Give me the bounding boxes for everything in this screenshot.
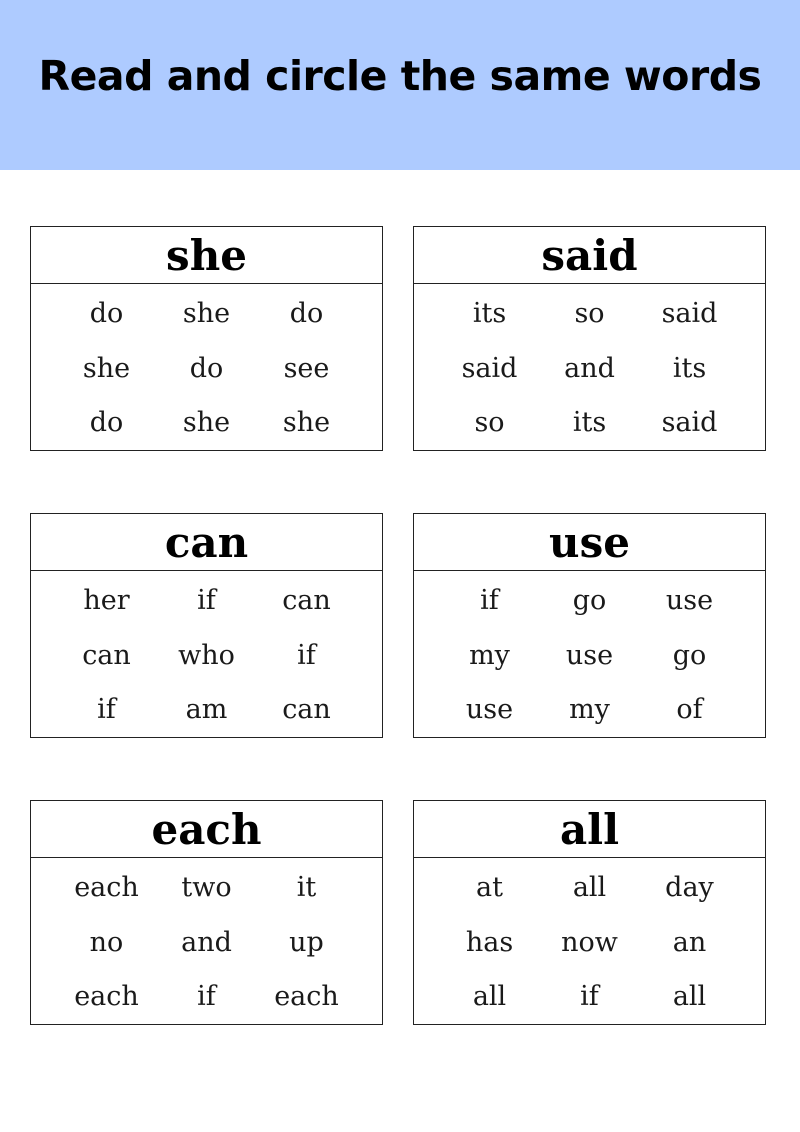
grid-word[interactable]: at (476, 872, 503, 903)
grid-word[interactable]: has (465, 926, 514, 958)
grid-word[interactable]: its (572, 407, 607, 438)
grid-word[interactable]: go (672, 639, 707, 671)
word-card-said (413, 226, 766, 451)
grid-word[interactable]: no (89, 926, 124, 958)
word-grid (414, 284, 765, 451)
grid-word[interactable]: who (178, 639, 235, 671)
grid-word[interactable]: her (83, 585, 130, 616)
grid-word[interactable]: up (289, 926, 324, 958)
grid-word[interactable]: do (89, 407, 124, 438)
grid-word[interactable]: she (282, 407, 331, 438)
grid-word[interactable]: if (97, 694, 116, 725)
grid-word[interactable]: she (182, 298, 231, 329)
page-title: Read and circle the same words (38, 52, 762, 100)
grid-word[interactable]: am (185, 694, 228, 725)
grid-word[interactable]: see (283, 352, 330, 384)
grid-word[interactable]: of (676, 694, 703, 725)
grid-word[interactable]: use (465, 694, 514, 725)
grid-word[interactable]: if (197, 585, 216, 616)
grid-word[interactable]: day (665, 872, 714, 903)
grid-word[interactable]: my (469, 639, 510, 671)
grid-word[interactable]: an (672, 926, 707, 958)
grid-word[interactable]: can (282, 585, 331, 616)
target-word: she (31, 227, 382, 284)
grid-word[interactable]: do (89, 298, 124, 329)
grid-word[interactable]: my (569, 694, 610, 725)
grid-word[interactable]: if (197, 981, 216, 1012)
grid-word[interactable]: if (580, 981, 599, 1012)
word-card-can (30, 513, 383, 738)
grid-word[interactable]: use (665, 585, 714, 616)
grid-word[interactable]: and (564, 352, 615, 384)
grid-word[interactable]: all (672, 981, 707, 1012)
grid-word[interactable]: if (480, 585, 499, 616)
grid-word[interactable]: can (82, 639, 131, 671)
grid-word[interactable]: said (661, 298, 718, 329)
grid-word[interactable]: do (289, 298, 324, 329)
word-card-she (30, 226, 383, 451)
word-card-each (30, 800, 383, 1025)
target-word: use (414, 514, 765, 571)
word-grid (31, 858, 382, 1025)
grid-word[interactable]: it (296, 872, 317, 903)
title-banner (0, 0, 800, 170)
word-card-use (413, 513, 766, 738)
grid-word[interactable]: all (472, 981, 507, 1012)
grid-word[interactable]: each (74, 872, 139, 903)
grid-word[interactable]: she (82, 352, 131, 384)
word-grid (414, 571, 765, 738)
grid-word[interactable]: said (661, 407, 718, 438)
target-word: each (31, 801, 382, 858)
word-grid (414, 858, 765, 1025)
word-card-all (413, 800, 766, 1025)
grid-word[interactable]: said (461, 352, 518, 384)
grid-word[interactable]: so (574, 298, 605, 329)
word-grid (31, 571, 382, 738)
grid-word[interactable]: two (181, 872, 232, 903)
word-grid (31, 284, 382, 451)
grid-word[interactable]: she (182, 407, 231, 438)
grid-word[interactable]: each (274, 981, 339, 1012)
target-word: all (414, 801, 765, 858)
grid-word[interactable]: each (74, 981, 139, 1012)
target-word: can (31, 514, 382, 571)
grid-word[interactable]: use (565, 639, 614, 671)
grid-word[interactable]: can (282, 694, 331, 725)
grid-word[interactable]: its (472, 298, 507, 329)
grid-word[interactable]: now (561, 926, 618, 958)
grid-word[interactable]: if (297, 639, 316, 671)
grid-word[interactable]: so (474, 407, 505, 438)
grid-word[interactable]: do (189, 352, 224, 384)
grid-word[interactable]: all (572, 872, 607, 903)
target-word: said (414, 227, 765, 284)
grid-word[interactable]: and (181, 926, 232, 958)
grid-word[interactable]: go (572, 585, 607, 616)
grid-word[interactable]: its (672, 352, 707, 384)
